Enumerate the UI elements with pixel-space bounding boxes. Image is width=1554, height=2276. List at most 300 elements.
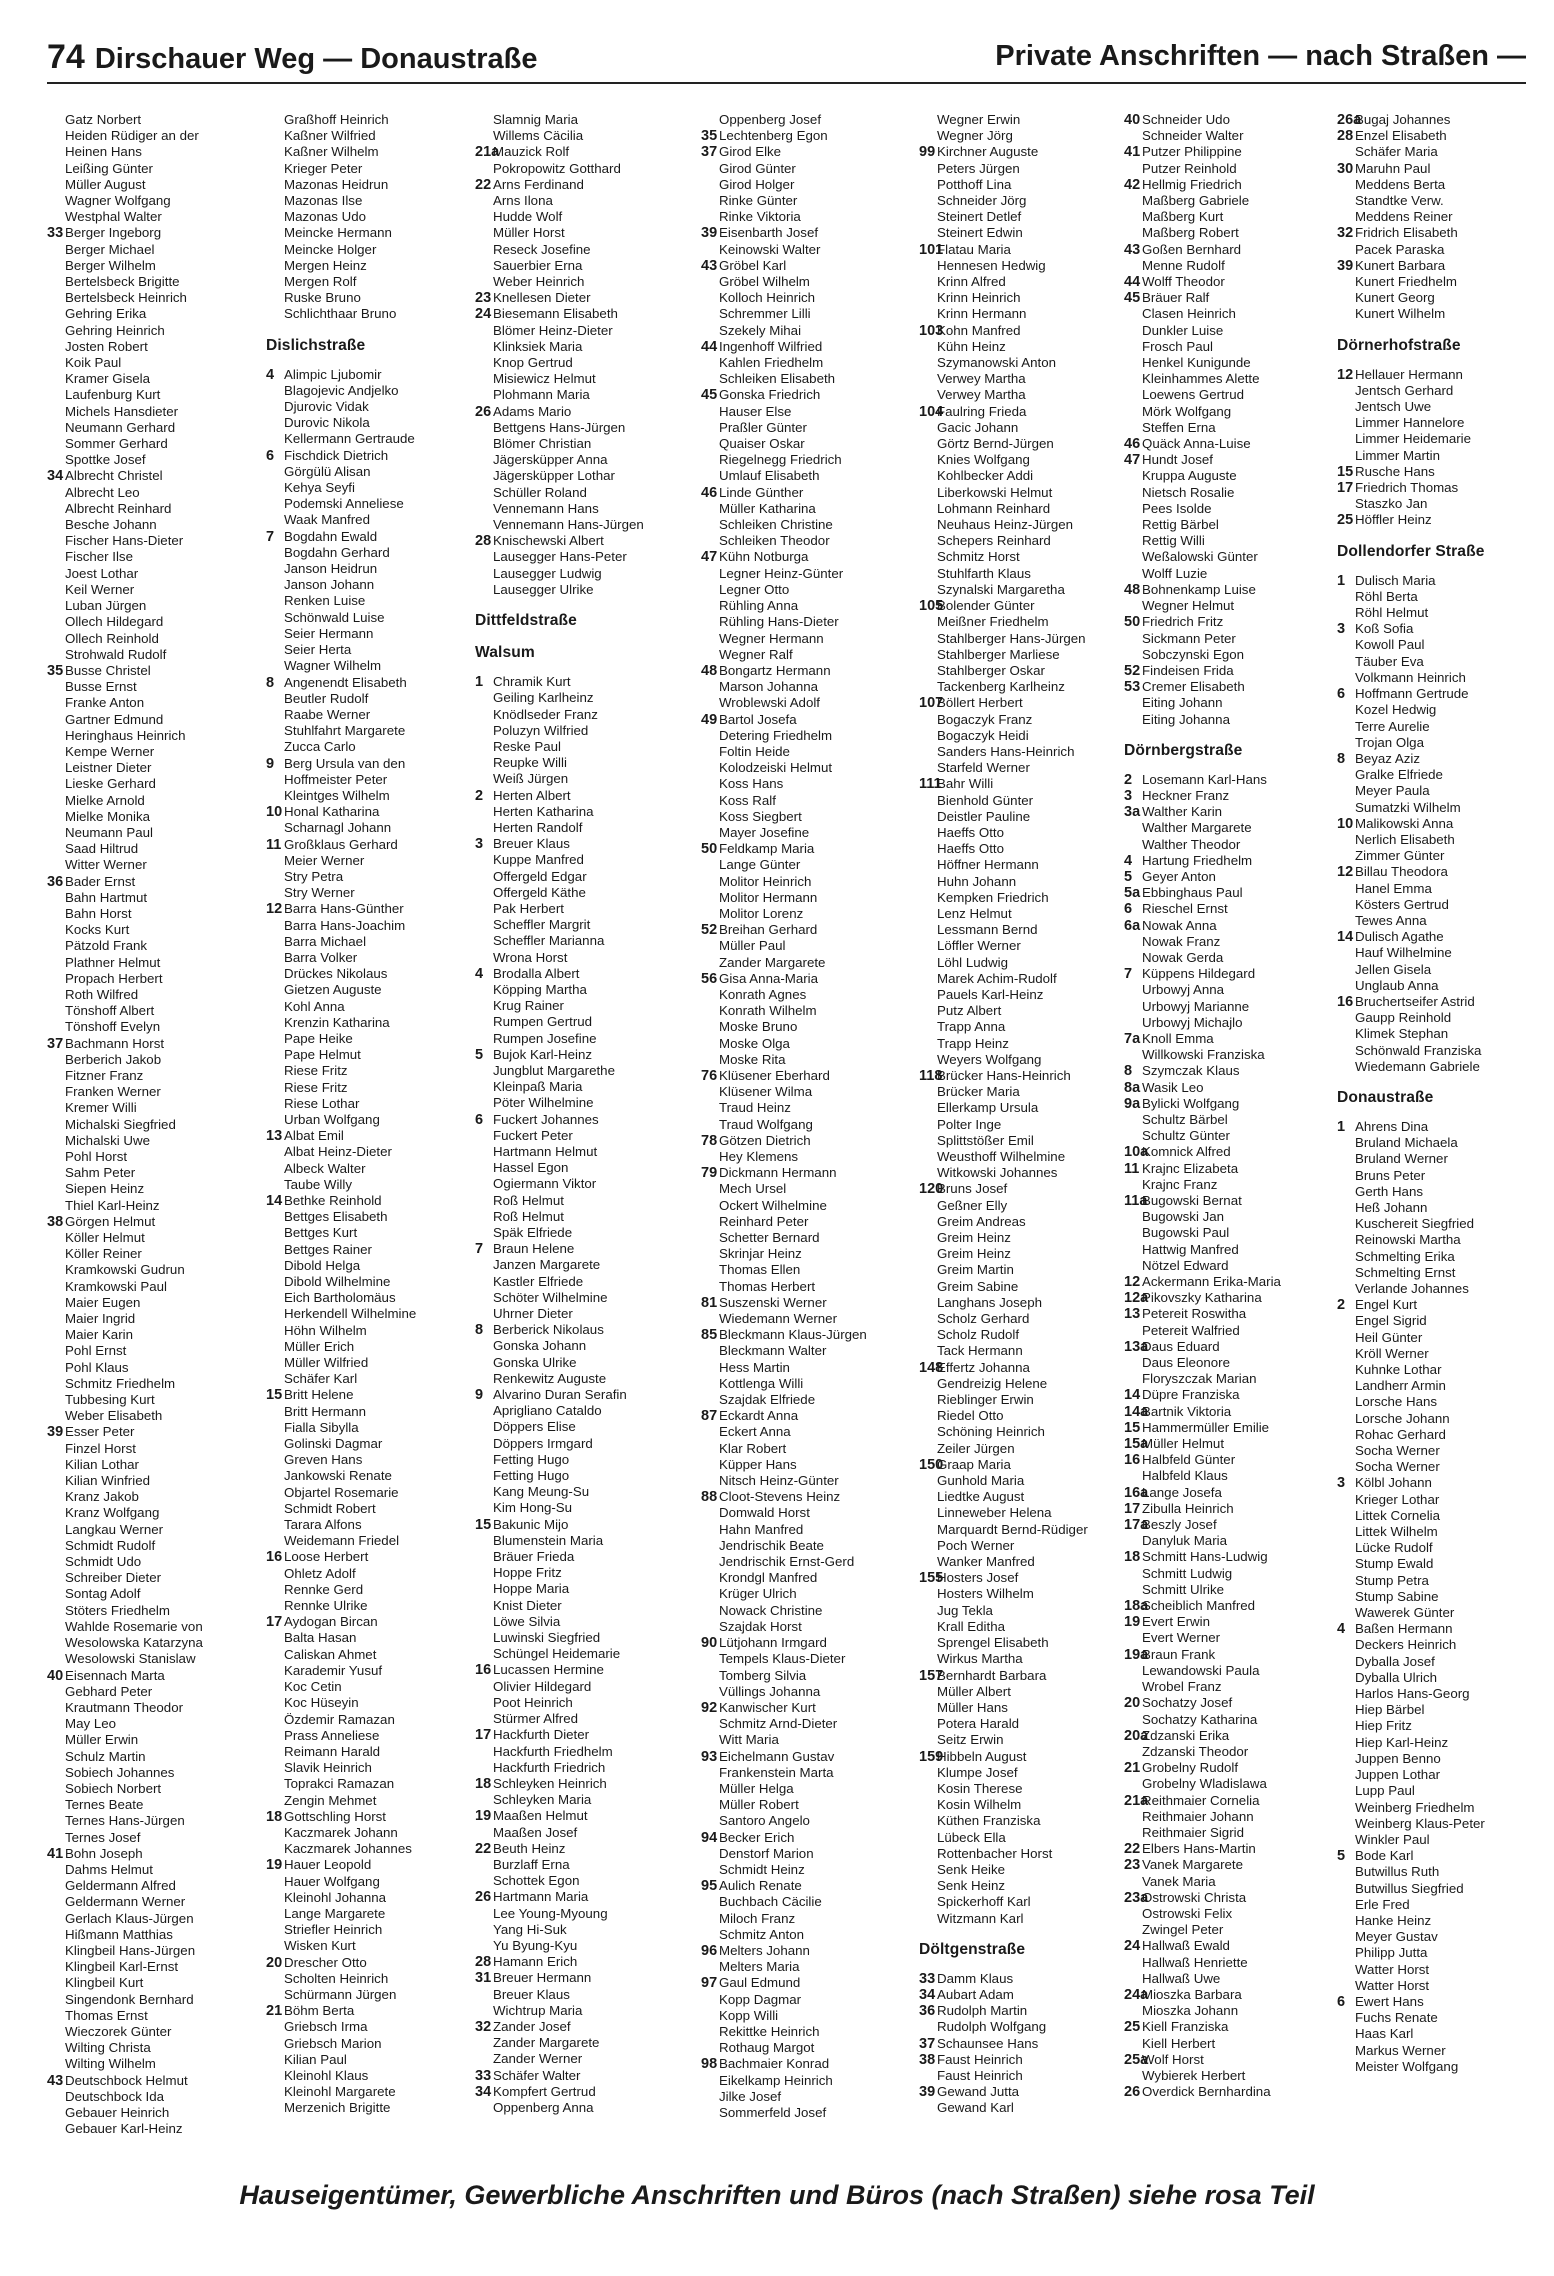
house-number: 22 <box>475 1840 492 1857</box>
resident-entry <box>701 1911 911 1927</box>
resident-name: Langhans Joseph <box>937 1294 1042 1310</box>
resident-name: Rühling Anna <box>719 598 799 614</box>
resident-entry <box>266 1614 476 1630</box>
resident-name: Albeck Walter <box>284 1160 366 1176</box>
resident-entry <box>47 695 257 711</box>
resident-name: Gatz Norbert <box>65 112 142 127</box>
resident-name: Röhl Helmut <box>1355 605 1429 621</box>
resident-name: Wilting Christa <box>65 2040 151 2056</box>
house-number: 2 <box>1124 771 1133 788</box>
resident-name: Golinski Dagmar <box>284 1436 383 1452</box>
resident-name: Kramer Gisela <box>65 371 150 387</box>
resident-entry <box>1337 1767 1547 1783</box>
house-number: 37 <box>701 144 718 161</box>
resident-entry <box>1124 1874 1334 1890</box>
resident-entry <box>475 917 685 933</box>
resident-entry <box>1337 480 1547 496</box>
resident-name: Rusche Hans <box>1355 463 1435 479</box>
resident-entry <box>1124 1841 1334 1857</box>
resident-entry <box>1124 869 1334 885</box>
resident-name: Gehring Heinrich <box>65 322 165 338</box>
resident-name: Frankenstein Marta <box>719 1764 834 1780</box>
resident-entry <box>266 788 476 804</box>
resident-entry <box>1124 436 1334 452</box>
resident-name: Kramkowski Gudrun <box>65 1262 185 1278</box>
resident-entry <box>1337 1524 1547 1540</box>
resident-name: Danyluk Maria <box>1142 1533 1227 1549</box>
resident-name: Hammermüller Emilie <box>1142 1419 1270 1435</box>
resident-entry <box>701 1214 911 1230</box>
resident-name: Herten Albert <box>493 787 571 803</box>
resident-entry <box>1337 1200 1547 1216</box>
resident-entry <box>47 290 257 306</box>
resident-name: Ahrens Dina <box>1355 1118 1429 1134</box>
resident-name: Keinowski Walter <box>719 241 821 257</box>
resident-name: Eichelmann Gustav <box>719 1748 835 1764</box>
resident-entry <box>475 739 685 755</box>
resident-name: Hiep Fritz <box>1355 1718 1412 1734</box>
street-heading: Dörnbergstraße <box>1124 741 1243 759</box>
resident-name: Lieske Gerhard <box>65 776 156 792</box>
house-number: 14 <box>1124 1387 1141 1404</box>
house-number: 50 <box>701 841 718 858</box>
resident-entry <box>701 1376 911 1392</box>
resident-name: Limmer Martin <box>1355 447 1440 463</box>
resident-name: Bartnik Viktoria <box>1142 1403 1232 1419</box>
resident-name: Blumenstein Maria <box>493 1532 604 1548</box>
resident-entry <box>475 161 685 177</box>
resident-entry <box>1124 1242 1334 1258</box>
resident-name: Küthen Franziska <box>937 1813 1041 1829</box>
resident-name: Pätzold Frank <box>65 938 148 954</box>
resident-name: Traud Heinz <box>719 1100 791 1116</box>
resident-entry <box>701 1635 911 1651</box>
resident-entry <box>1124 1744 1334 1760</box>
resident-entry <box>47 1198 257 1214</box>
resident-name: Kremer Willi <box>65 1100 137 1116</box>
resident-name: Riegelnegg Friedrich <box>719 452 842 468</box>
resident-entry <box>475 788 685 804</box>
resident-name: Krug Rainer <box>493 998 564 1014</box>
resident-name: Philipp Jutta <box>1355 1945 1428 1961</box>
resident-entry <box>47 1684 257 1700</box>
resident-entry <box>1124 1566 1334 1582</box>
resident-name: Putz Albert <box>937 1003 1002 1019</box>
resident-entry <box>266 496 476 512</box>
resident-entry <box>919 2052 1129 2068</box>
resident-entry <box>47 1473 257 1489</box>
resident-name: Eiting Johann <box>1142 695 1223 711</box>
resident-entry <box>266 2019 476 2035</box>
resident-entry <box>47 1797 257 1813</box>
resident-entry <box>1124 788 1334 804</box>
resident-name: Girod Günter <box>719 160 796 176</box>
house-number: 34 <box>47 468 64 485</box>
resident-name: Miloch Franz <box>719 1910 796 1926</box>
resident-entry <box>266 1063 476 1079</box>
resident-name: Blömer Christian <box>493 436 592 452</box>
resident-name: Caliskan Ahmet <box>284 1646 377 1662</box>
resident-entry <box>1337 1621 1547 1637</box>
house-number: 39 <box>919 2084 936 2101</box>
resident-entry <box>919 209 1129 225</box>
resident-entry <box>1337 177 1547 193</box>
resident-name: Rinke Günter <box>719 193 798 209</box>
resident-name: Bräuer Ralf <box>1142 290 1210 306</box>
resident-name: Urbowyj Anna <box>1142 982 1225 998</box>
resident-name: Döppers Elise <box>493 1419 576 1435</box>
resident-entry <box>47 258 257 274</box>
resident-name: Schepers Reinhard <box>937 533 1051 549</box>
resident-entry <box>701 1311 911 1327</box>
house-number: 150 <box>919 1456 944 1473</box>
resident-entry <box>919 1214 1129 1230</box>
resident-name: Weiß Jürgen <box>493 771 569 787</box>
house-number: 15 <box>475 1516 492 1533</box>
resident-entry <box>475 1679 685 1695</box>
resident-name: Kunert Barbara <box>1355 257 1446 273</box>
resident-entry <box>701 371 911 387</box>
resident-entry <box>266 820 476 836</box>
resident-name: Jendrischik Ernst-Gerd <box>719 1554 855 1570</box>
resident-name: Peters Jürgen <box>937 160 1020 176</box>
house-number: 13 <box>1124 1306 1141 1323</box>
resident-entry <box>701 1246 911 1262</box>
column-3 <box>475 112 685 2142</box>
resident-entry <box>1124 647 1334 663</box>
resident-name: Meißner Friedhelm <box>937 614 1049 630</box>
resident-name: Graßhoff Heinrich <box>284 112 389 127</box>
resident-name: Stump Ewald <box>1355 1556 1434 1572</box>
resident-entry <box>1337 242 1547 258</box>
house-number: 103 <box>919 322 944 339</box>
resident-name: Krenzin Katharina <box>284 1014 390 1030</box>
resident-entry <box>266 2084 476 2100</box>
resident-name: Reithmaier Cornelia <box>1142 1792 1260 1808</box>
resident-name: Eisennach Marta <box>65 1667 165 1683</box>
resident-entry <box>701 647 911 663</box>
resident-name: Honal Katharina <box>284 804 380 820</box>
resident-name: Koc Hüseyin <box>284 1695 359 1711</box>
resident-name: Fitzner Franz <box>65 1067 144 1083</box>
resident-entry <box>47 1765 257 1781</box>
house-number: 28 <box>1337 128 1354 145</box>
resident-name: Legner Otto <box>719 581 790 597</box>
house-number: 6 <box>1337 686 1346 703</box>
resident-name: Chramik Kurt <box>493 674 571 690</box>
resident-entry <box>266 431 476 447</box>
resident-name: Greim Heinz <box>937 1246 1011 1262</box>
resident-entry <box>475 242 685 258</box>
resident-name: Kilian Winfried <box>65 1473 150 1489</box>
resident-name: Hosters Josef <box>937 1570 1019 1586</box>
resident-name: Greim Martin <box>937 1262 1014 1278</box>
house-number: 8 <box>1337 750 1346 767</box>
resident-name: Lessmann Bernd <box>937 922 1038 938</box>
resident-name: Barra Hans-Günther <box>284 901 404 917</box>
resident-name: Sontag Adolf <box>65 1586 141 1602</box>
resident-entry <box>475 1646 685 1662</box>
resident-name: Lange Josefa <box>1142 1484 1222 1500</box>
resident-entry <box>701 1894 911 1910</box>
resident-name: Offergeld Edgar <box>493 868 587 884</box>
resident-entry <box>475 1468 685 1484</box>
house-number: 81 <box>701 1294 718 1311</box>
house-number: 15 <box>1337 463 1354 480</box>
resident-entry <box>919 712 1129 728</box>
resident-entry <box>701 695 911 711</box>
resident-name: Maaßen Josef <box>493 1824 578 1840</box>
house-number: 5 <box>1124 868 1133 885</box>
resident-name: Fetting Hugo <box>493 1451 570 1467</box>
resident-entry <box>266 1712 476 1728</box>
resident-name: Küpper Hans <box>719 1456 797 1472</box>
resident-entry <box>1124 517 1334 533</box>
resident-entry <box>47 404 257 420</box>
resident-name: Scholz Rudolf <box>937 1327 1020 1343</box>
resident-entry <box>1124 1533 1334 1549</box>
resident-name: Knist Dieter <box>493 1597 562 1613</box>
column-1 <box>47 112 257 2142</box>
resident-name: Marek Achim-Rudolf <box>937 970 1057 986</box>
resident-entry <box>919 1635 1129 1651</box>
resident-name: Besche Johann <box>65 517 157 533</box>
resident-name: Klüsener Wilma <box>719 1084 813 1100</box>
resident-name: Mazonas Udo <box>284 209 367 225</box>
resident-entry <box>47 1133 257 1149</box>
house-number: 3 <box>1337 1475 1346 1492</box>
resident-name: Denstorf Marion <box>719 1845 814 1861</box>
resident-name: Müller Erich <box>284 1338 355 1354</box>
resident-entry <box>701 1441 911 1457</box>
resident-entry <box>701 987 911 1003</box>
house-number: 5 <box>1337 1848 1346 1865</box>
resident-name: Stump Sabine <box>1355 1588 1439 1604</box>
resident-entry <box>475 771 685 787</box>
resident-entry <box>475 1808 685 1824</box>
resident-entry <box>701 1992 911 2008</box>
resident-name: Quäck Anna-Luise <box>1142 436 1251 452</box>
resident-entry <box>47 549 257 565</box>
resident-name: Beszly Josef <box>1142 1517 1217 1533</box>
resident-entry <box>1124 982 1334 998</box>
resident-name: Wisken Kurt <box>284 1938 356 1954</box>
resident-entry <box>701 501 911 517</box>
resident-entry <box>47 1522 257 1538</box>
resident-name: Daus Eleonore <box>1142 1355 1230 1371</box>
resident-entry <box>701 177 911 193</box>
resident-name: Billau Theodora <box>1355 864 1448 880</box>
resident-entry <box>701 1522 911 1538</box>
resident-entry <box>1124 966 1334 982</box>
resident-name: Barra Michael <box>284 933 367 949</box>
resident-name: Hartmann Maria <box>493 1889 589 1905</box>
resident-name: Waak Manfred <box>284 512 370 528</box>
resident-name: Ollech Hildegard <box>65 614 164 630</box>
resident-name: Maßberg Gabriele <box>1142 193 1250 209</box>
resident-name: Engel Kurt <box>1355 1297 1418 1313</box>
resident-name: Gisa Anna-Maria <box>719 970 819 986</box>
resident-name: Steinert Detlef <box>937 209 1022 225</box>
resident-name: Kosin Therese <box>937 1780 1023 1796</box>
resident-name: Schmelting Ernst <box>1355 1264 1456 1280</box>
resident-name: Görgen Helmut <box>65 1213 156 1229</box>
resident-name: Rettig Bärbel <box>1142 517 1219 533</box>
resident-name: Scheffler Marianna <box>493 933 605 949</box>
resident-entry <box>1337 112 1547 128</box>
resident-entry <box>1337 735 1547 751</box>
resident-name: Köller Helmut <box>65 1230 145 1246</box>
resident-name: Janson Heidrun <box>284 561 378 577</box>
resident-entry <box>1337 274 1547 290</box>
house-number: 105 <box>919 598 944 615</box>
resident-entry <box>475 1241 685 1257</box>
resident-entry <box>919 1749 1129 1765</box>
resident-name: Willems Cäcilia <box>493 128 584 144</box>
resident-entry <box>919 1554 1129 1570</box>
resident-entry <box>266 225 476 241</box>
resident-entry <box>1337 399 1547 415</box>
resident-name: Heinen Hans <box>65 144 142 160</box>
resident-name: Floryszczak Marian <box>1142 1371 1257 1387</box>
resident-entry <box>266 367 476 383</box>
resident-entry <box>919 225 1129 241</box>
resident-entry <box>1124 1128 1334 1144</box>
resident-name: Hauer Leopold <box>284 1857 372 1873</box>
resident-name: Podemski Anneliese <box>284 496 404 512</box>
house-number: 26a <box>1337 112 1362 128</box>
resident-name: Greim Andreas <box>937 1213 1026 1229</box>
resident-name: Klingbeil Hans-Jürgen <box>65 1942 196 1958</box>
resident-name: Gebauer Heinrich <box>65 2104 170 2120</box>
resident-name: Bleckmann Walter <box>719 1343 827 1359</box>
resident-entry <box>1337 1010 1547 1026</box>
resident-name: Ebbinghaus Paul <box>1142 885 1243 901</box>
resident-name: Dibold Helga <box>284 1257 361 1273</box>
resident-name: Bethke Reinhold <box>284 1193 382 1208</box>
resident-name: Müller Paul <box>719 938 786 954</box>
resident-name: Geyer Anton <box>1142 868 1216 884</box>
resident-entry <box>919 744 1129 760</box>
resident-entry <box>919 501 1129 517</box>
resident-entry <box>1337 1135 1547 1151</box>
resident-name: Schöning Heinrich <box>937 1424 1045 1440</box>
house-number: 3a <box>1124 804 1141 821</box>
resident-name: Roß Helmut <box>493 1208 564 1224</box>
resident-entry <box>47 242 257 258</box>
resident-name: Balta Hasan <box>284 1630 357 1646</box>
resident-name: Senk Heinz <box>937 1878 1005 1894</box>
resident-name: Schürmann Jürgen <box>284 1986 397 2002</box>
resident-name: Malikowski Anna <box>1355 815 1454 831</box>
resident-entry <box>475 852 685 868</box>
resident-name: Aubart Adam <box>937 1986 1014 2002</box>
resident-name: Rothaug Margot <box>719 2040 815 2056</box>
resident-name: Wybierek Herbert <box>1142 2067 1246 2083</box>
page-number: 74 <box>47 38 85 76</box>
resident-entry <box>919 1230 1129 1246</box>
resident-entry <box>919 938 1129 954</box>
resident-name: Meincke Hermann <box>284 225 392 241</box>
resident-name: Elbers Hans-Martin <box>1142 1841 1256 1857</box>
resident-entry <box>919 647 1129 663</box>
resident-name: Faust Heinrich <box>937 2051 1023 2067</box>
resident-name: Großklaus Gerhard <box>284 836 398 852</box>
resident-name: Kramkowski Paul <box>65 1278 167 1294</box>
resident-entry <box>47 1586 257 1602</box>
resident-entry <box>47 128 257 144</box>
resident-name: Linde Günther <box>719 484 804 500</box>
resident-name: Michalski Uwe <box>65 1132 150 1148</box>
resident-entry <box>919 1408 1129 1424</box>
resident-entry <box>266 545 476 561</box>
resident-name: Bettges Rainer <box>284 1241 372 1257</box>
resident-name: Juppen Lothar <box>1355 1767 1441 1783</box>
resident-name: Haeffs Otto <box>937 841 1005 857</box>
resident-entry <box>475 1938 685 1954</box>
street-heading: Dollendorfer Straße <box>1337 542 1485 560</box>
resident-name: Lorsche Hans <box>1355 1394 1438 1410</box>
resident-name: Urban Wolfgang <box>284 1111 380 1127</box>
resident-entry <box>475 1063 685 1079</box>
resident-name: Rumpen Gertrud <box>493 1014 593 1030</box>
resident-name: Melters Maria <box>719 1959 800 1975</box>
resident-entry <box>475 1484 685 1500</box>
resident-entry <box>1337 1362 1547 1378</box>
resident-name: Geldermann Alfred <box>65 1878 176 1894</box>
resident-name: Krautmann Theodor <box>65 1699 184 1715</box>
resident-name: Oppenberg Anna <box>493 2099 594 2115</box>
resident-entry <box>475 1581 685 1597</box>
resident-name: Knies Wolfgang <box>937 452 1030 468</box>
resident-entry <box>1337 1411 1547 1427</box>
resident-name: Stry Werner <box>284 885 355 901</box>
resident-entry <box>1337 1881 1547 1897</box>
house-number: 97 <box>701 1975 718 1992</box>
house-number: 16 <box>1337 993 1354 1010</box>
resident-entry <box>1124 1776 1334 1792</box>
resident-name: Müller Hans <box>937 1699 1008 1715</box>
house-number: 19 <box>1124 1614 1141 1631</box>
resident-entry <box>1337 128 1547 144</box>
resident-name: Weyers Wolfgang <box>937 1051 1042 1067</box>
resident-name: Harlos Hans-Georg <box>1355 1686 1470 1702</box>
resident-entry <box>701 452 911 468</box>
resident-name: Fischer Hans-Dieter <box>65 533 184 549</box>
resident-name: Albrecht Christel <box>65 468 163 484</box>
resident-entry <box>701 258 911 274</box>
resident-entry <box>1337 1265 1547 1281</box>
resident-name: Bahn Horst <box>65 905 132 921</box>
resident-name: Kang Meung-Su <box>493 1484 590 1500</box>
resident-name: Lorsche Johann <box>1355 1410 1450 1426</box>
resident-entry <box>47 582 257 598</box>
resident-name: Rinke Viktoria <box>719 209 801 225</box>
house-number: 24a <box>1124 1986 1149 2003</box>
resident-entry <box>1124 1031 1334 1047</box>
resident-entry <box>701 1036 911 1052</box>
resident-entry <box>475 1160 685 1176</box>
street-heading: Walsum <box>475 644 535 662</box>
resident-entry <box>1337 367 1547 383</box>
resident-name: Hosters Wilhelm <box>937 1586 1034 1602</box>
resident-entry <box>266 193 476 209</box>
house-number: 87 <box>701 1408 718 1425</box>
resident-entry <box>266 756 476 772</box>
resident-name: Geiling Karlheinz <box>493 690 594 706</box>
resident-entry <box>47 1262 257 1278</box>
resident-entry <box>266 772 476 788</box>
